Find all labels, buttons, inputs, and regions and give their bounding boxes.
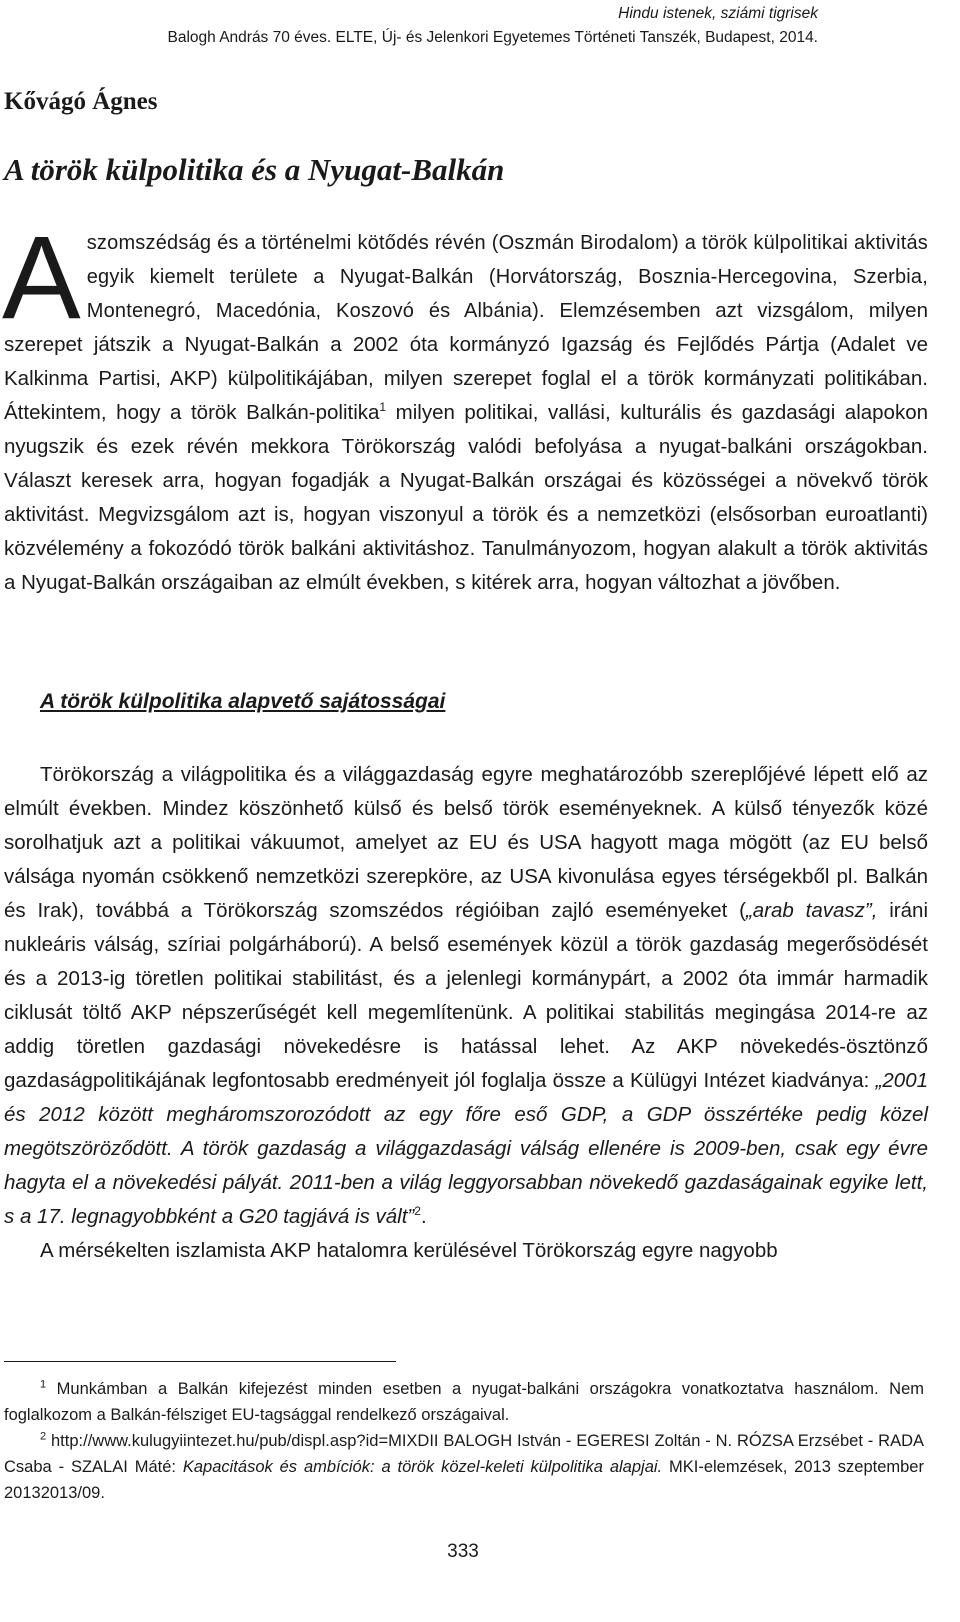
intro-text-part1: Elemzésemben azt vizsgálom, milyen szerepet játszik a Nyugat-Balkán a 2002 óta kormányzó Igazság és Fejlődés Pártja (Adalet ve Kalkinma Partisi, AKP) külpolitikájában, milyen szerepet foglal el a török kormányzati politikában. Áttekintem, hogy a török Balkán-politika	[4, 299, 928, 424]
paragraph-text: iráni nukleáris válság, szíriai polgárháború). A belső események közül a török gazdaság megerősödését és a 2013-ig töretlen politikai stabilitást, és a jelenlegi kormánypárt, a 2002 óta immár harmadik ciklusát töltő AKP népszerűségét kell megemlítenünk. A politikai stabilitás megingása 2014-re az addig töretlen gazdasági növekedésre is hatással lehet. Az AKP növekedés-ösztönző gazdaságpolitikájának legfontosabb eredményeit jól foglalja össze a Külügyi Intézet kiadványa:	[4, 899, 928, 1092]
footnote-italic-title: Kapacitások és ambíciók: a török közel-keleti külpolitika alapjai.	[182, 1458, 663, 1476]
footnote-ref-1[interactable]: 1	[379, 400, 387, 415]
footnote-separator	[4, 1361, 396, 1362]
paragraph-end: .	[420, 1205, 427, 1228]
footnote-1	[4, 1376, 924, 1428]
paragraph-text: A mérsékelten iszlamista AKP hatalomra kerülésével Törökország egyre nagyobb	[40, 1239, 778, 1262]
footnote-number: 1	[40, 1378, 47, 1391]
article-title: A török külpolitika és a Nyugat-Balkán	[4, 152, 505, 187]
italic-quote: „arab tavasz”,	[745, 899, 878, 922]
paragraph	[4, 1234, 928, 1268]
header-publication-info: Balogh András 70 éves. ELTE, Új- és Jelenkori Egyetemes Történeti Tanszék, Budapest, 2014.	[167, 29, 818, 46]
footnote-ref-2[interactable]: 2	[414, 1204, 421, 1219]
footnote-text: http://www.kulugyiintezet.hu/pub/displ.asp?id=MIXDII BALOGH István - EGERESI Zoltán - N. RÓZSA Erzsébet - RADA Csaba - SZALAI Máté:	[4, 1432, 924, 1476]
italic-quotation: „2001 és 2012 között megháromszorozódott az egy főre eső GDP, a GDP összértéke pedig közel megötszöröződött. A török gazdaság a világgazdasági válság ellenére is 2009-ben, csak egy évre hagyta el a növekedési pályát. 2011-ben a világ leggyorsabban növekedő gazdaságainak egyike lett, s a 17. legnagyobbként a G20 tagjává is vált”	[4, 1069, 928, 1228]
header-book-title: Hindu istenek, sziámi tigrisek	[618, 5, 818, 22]
drop-cap: A	[2, 212, 81, 344]
intro-paragraph	[2, 212, 928, 600]
footnotes	[4, 1376, 924, 1506]
intro-text-part2: milyen politikai, vallási, kulturális és gazdasági alapokon nyugszik és ezek révén mekkora Törökország valódi befolyása a nyugat-balkáni országokban. Választ keresek arra, hogyan fogadják a Nyugat-Balkán országai és közösségei a növekvő török aktivitást. Megvizsgálom azt is, hogyan viszonyul a török és a nemzetközi (elsősorban euroatlanti) közvélemény a fokozódó török balkáni aktivitáshoz. Tanulmányozom, hogyan alakult a török aktivitás a Nyugat-Balkán országaiban az elmúlt években, s kitérek arra, hogyan változhat a jövőben.	[4, 401, 928, 594]
section-heading: A török külpolitika alapvető sajátosságai	[40, 690, 446, 713]
footnote-number: 2	[40, 1430, 47, 1443]
footnote-text-end: MKI-elemzések, 2013 szeptember 20132013/09.	[4, 1458, 924, 1502]
page-number: 333	[447, 1541, 479, 1562]
running-header	[167, 2, 818, 50]
footnote-text: Munkámban a Balkán kifejezést minden esetben a nyugat-balkáni országokra vonatkoztatva használom. Nem foglalkozom a Balkán-félsziget EU-tagsággal rendelkező országaival.	[4, 1380, 924, 1424]
paragraph-text: Törökország a világpolitika és a világgazdaság egyre meghatározóbb szereplőjévé lépett elő az elmúlt években. Mindez köszönhető külső és belső török eseményeknek. A külső tényezők közé sorolhatjuk azt a politikai vákuumot, amelyet az EU és USA hagyott maga mögött (az EU belső válsága nyomán csökkenő nemzetközi szerepköre, az USA kivonulása egyes térségekből pl. Balkán és Irak), továbbá a Törökország szomszédos régióiban zajló eseményeket (	[4, 763, 928, 922]
footnote-2	[4, 1428, 924, 1506]
paragraph	[4, 758, 928, 1234]
intro-opening: szomszédság és a történelmi kötődés révén (Oszmán Birodalom) a török külpolitikai aktivitás egyik kiemelt területe a Nyugat-Balkán (Horvátország, Bosznia-Hercegovina, Szerbia, Montenegró, Macedónia, Koszovó és Albánia).	[86, 232, 928, 322]
author-name: Kővágó Ágnes	[4, 88, 158, 115]
section-body	[4, 758, 928, 1268]
